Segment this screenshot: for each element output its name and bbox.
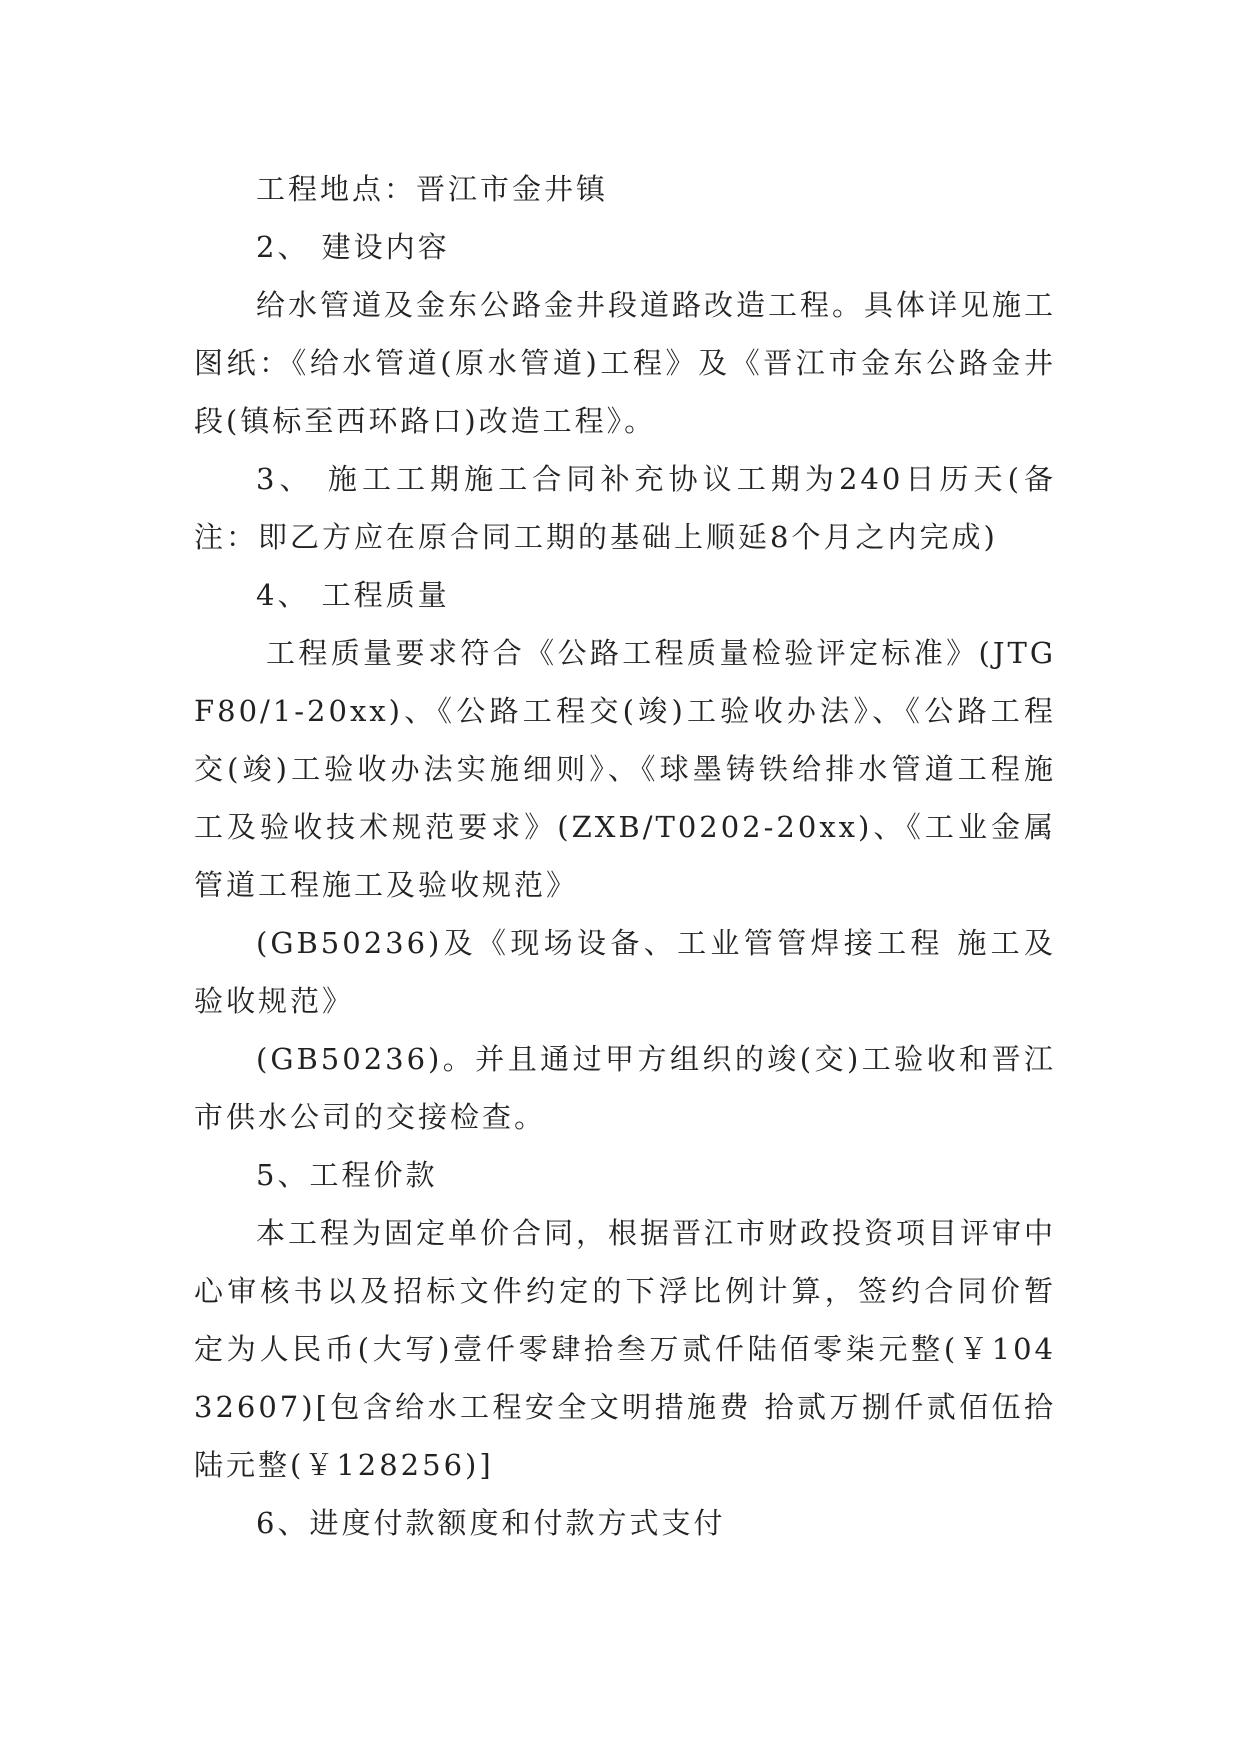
document-body (194, 160, 1056, 1552)
heading-progress-payment: 6、进度付款额度和付款方式支付 (256, 1506, 726, 1540)
paragraph-construction-period: 3、 施工工期施工合同补充协议工期为240日历天(备注：即乙方应在原合同工期的基础上顺延8个月之内完成) (194, 462, 1056, 554)
heading-project-quality: 4、 工程质量 (256, 578, 450, 612)
paragraph-construction-content: 给水管道及金东公路金井段道路改造工程。具体详见施工图纸：《给水管道(原水管道)工程》及《晋江市金东公路金井段(镇标至西环路口)改造工程》。 (194, 288, 1057, 438)
heading-construction-content: 2、 建设内容 (256, 230, 450, 264)
paragraph-quality-acceptance: (GB50236)。并且通过甲方组织的竣(交)工验收和晋江市供水公司的交接检查。 (194, 1042, 1056, 1134)
heading-project-price: 5、工程价款 (256, 1158, 438, 1192)
paragraph-project-location: 工程地点：晋江市金井镇 (256, 172, 609, 206)
paragraph-project-price: 本工程为固定单价合同，根据晋江市财政投资项目评审中心审核书以及招标文件约定的下浮比例计算，签约合同价暂定为人民币(大写)壹仟零肆拾叁万贰仟陆佰零柒元整(￥10432607)[包含给水工程安全文明措施费 拾贰万捌仟贰佰伍拾陆元整(￥128256)] (194, 1216, 1057, 1482)
paragraph-quality-standards: 工程质量要求符合《公路工程质量检验评定标准》(JTGF80/1-20xx)、《公路工程交(竣)工验收办法》、《公路工程交(竣)工验收办法实施细则》、《球墨铸铁给排水管道工程施工及验收技术规范要求》(ZXB/T0202-20xx)、《工业金属管道工程施工及验收规范》 (194, 636, 1056, 902)
paragraph-quality-standards-2: (GB50236)及《现场设备、工业管管焊接工程 施工及验收规范》 (194, 926, 1056, 1018)
